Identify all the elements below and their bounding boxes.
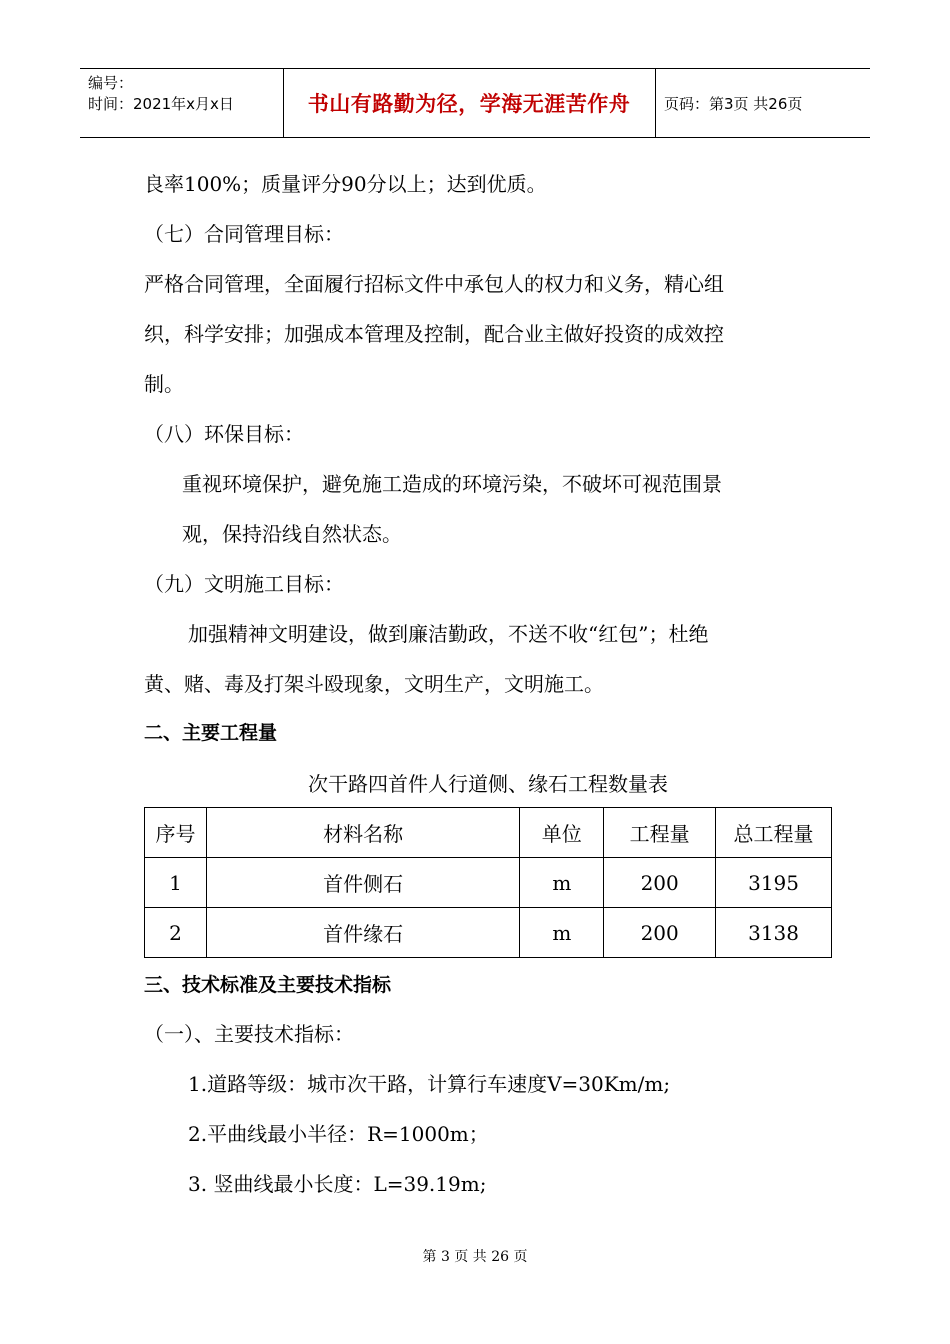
document-number-label: 编号：	[88, 74, 134, 92]
table-row	[145, 908, 832, 958]
paragraph-contract-2: 织，科学安排；加强成本管理及控制，配合业主做好投资的成效控	[144, 322, 724, 346]
table-header-cell: 工程量	[604, 808, 716, 858]
heading-civilized: （九）文明施工目标：	[144, 572, 344, 596]
section-heading-quantities: 二、主要工程量	[144, 722, 278, 744]
table-header-cell: 序号	[145, 808, 207, 858]
header-page-label: 页码：第3页 共26页	[664, 94, 803, 113]
page-header	[80, 68, 870, 138]
paragraph-environment-1: 重视环境保护，避免施工造成的环境污染，不破坏可视范围景	[182, 472, 722, 496]
heading-environment: （八）环保目标：	[144, 422, 304, 446]
table-cell: 3195	[716, 858, 832, 908]
paragraph-environment-2: 观，保持沿线自然状态。	[182, 522, 402, 546]
section-heading-standards: 三、技术标准及主要技术指标	[144, 974, 392, 996]
table-row	[145, 858, 832, 908]
table-cell: 1	[145, 858, 207, 908]
quantity-table	[144, 807, 832, 958]
table-cell: m	[520, 858, 604, 908]
paragraph-contract-1: 严格合同管理，全面履行招标文件中承包人的权力和义务，精心组	[144, 272, 724, 296]
header-motto: 书山有路勤为径，学海无涯苦作舟	[307, 92, 631, 116]
page-footer: 第 3 页 共 26 页	[422, 1249, 528, 1265]
table-header-row	[145, 808, 832, 858]
table-cell: 首件缘石	[206, 908, 519, 958]
table-cell: 3138	[716, 908, 832, 958]
table-cell: m	[520, 908, 604, 958]
table-cell: 200	[604, 908, 716, 958]
paragraph-contract-3: 制。	[144, 372, 184, 396]
paragraph-civilized-2: 黄、赌、毒及打架斗殴现象，文明生产，文明施工。	[144, 672, 604, 696]
header-meta	[88, 73, 283, 115]
indicator-item-2: 2.平曲线最小半径：R=1000m；	[188, 1122, 489, 1146]
table-cell: 首件侧石	[206, 858, 519, 908]
header-divider	[655, 69, 656, 137]
table-header-cell: 材料名称	[206, 808, 519, 858]
table-cell: 200	[604, 858, 716, 908]
table-header-cell: 单位	[520, 808, 604, 858]
paragraph-civilized-1: 加强精神文明建设，做到廉洁勤政，不送不收“红包”；杜绝	[188, 622, 709, 646]
document-time-label: 时间：2021年x月x日	[88, 95, 234, 113]
paragraph-quality: 良率100%；质量评分90分以上；达到优质。	[144, 172, 547, 196]
table-caption: 次干路四首件人行道侧、缘石工程数量表	[308, 772, 668, 796]
indicator-item-1: 1.道路等级：城市次干路，计算行车速度V=30Km/m;	[188, 1072, 671, 1096]
table-cell: 2	[145, 908, 207, 958]
heading-contract: （七）合同管理目标：	[144, 222, 344, 246]
table-header-cell: 总工程量	[716, 808, 832, 858]
indicator-item-3: 3. 竖曲线最小长度：L=39.19m;	[188, 1172, 487, 1196]
subheading-indicators: （一）、主要技术指标：	[144, 1022, 354, 1046]
